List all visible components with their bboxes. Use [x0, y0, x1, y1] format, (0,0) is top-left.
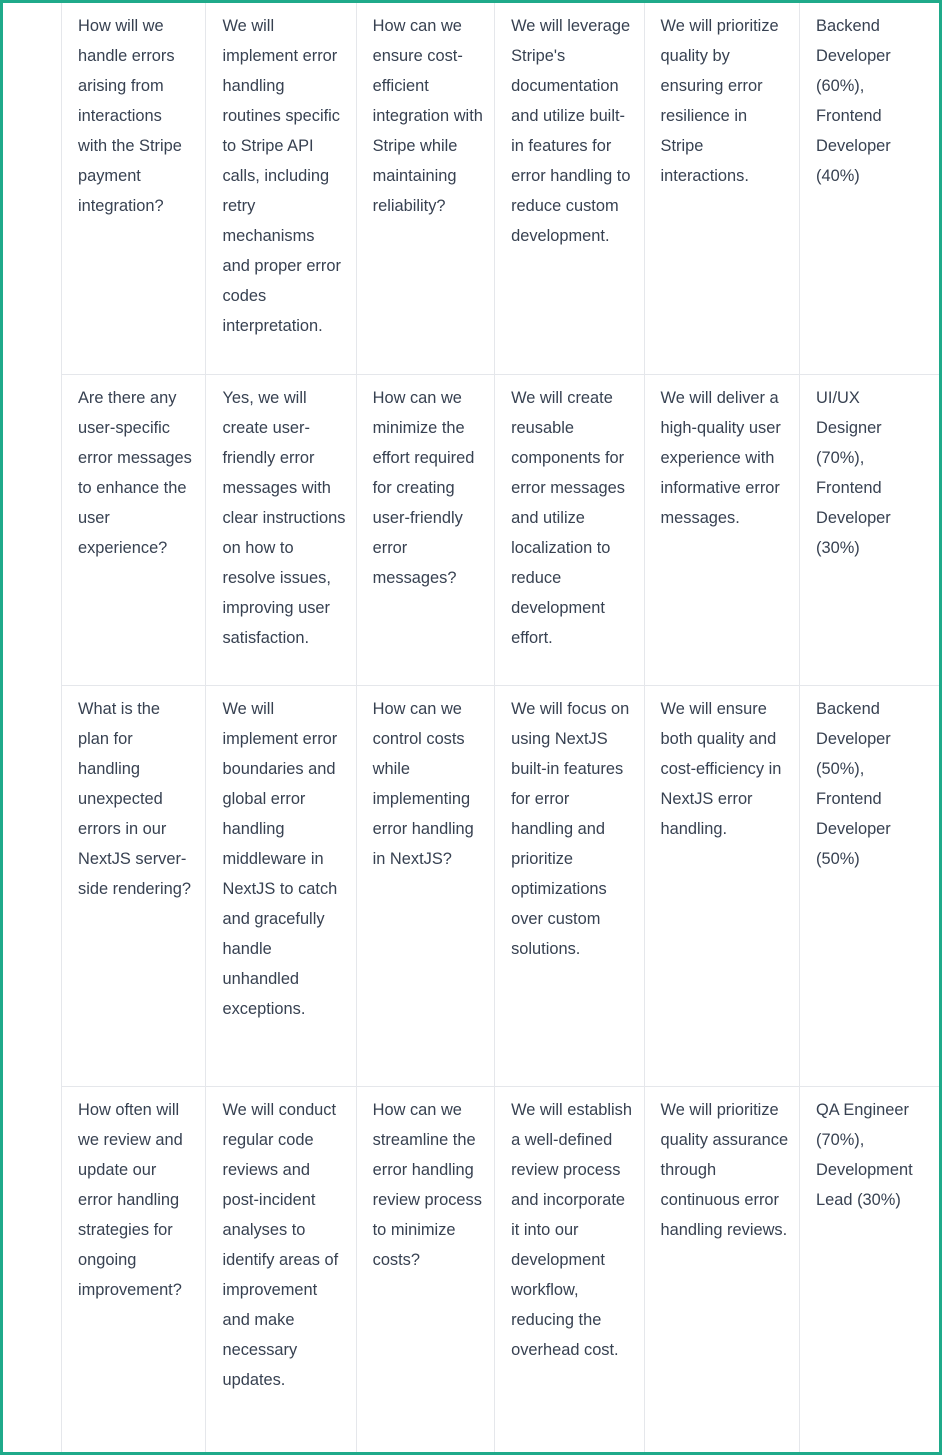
table-cell-cost-question: How can we ensure cost-efficient integration with Stripe while maintaining reliability? [356, 3, 494, 374]
table-cell-cost-question: How can we minimize the effort required for creating user-friendly error messages? [356, 374, 494, 685]
table-cell-cost-question: How can we control costs while implementing error handling in NextJS? [356, 685, 494, 1086]
table-row [62, 3, 940, 374]
table-cell-cost-answer: We will focus on using NextJS built-in features for error handling and prioritize optimizations over custom solutions. [495, 685, 644, 1086]
table-cell-answer: We will implement error boundaries and global error handling middleware in NextJS to catch and gracefully handle unhandled exceptions. [206, 685, 356, 1086]
table-row [62, 374, 940, 685]
table-cell-quality: We will prioritize quality by ensuring error resilience in Stripe interactions. [644, 3, 800, 374]
table-cell-roles: Backend Developer (60%), Frontend Developer (40%) [800, 3, 939, 374]
table-cell-answer: Yes, we will create user-friendly error messages with clear instructions on how to resolve issues, improving user satisfaction. [206, 374, 356, 685]
error-handling-table [61, 3, 939, 1455]
table-cell-question: What is the plan for handling unexpected errors in our NextJS server-side rendering? [62, 685, 206, 1086]
table-cell-cost-answer: We will leverage Stripe's documentation and utilize built-in features for error handling to reduce custom development. [495, 3, 644, 374]
table-cell-cost-answer: We will establish a well-defined review process and incorporate it into our development workflow, reducing the overhead cost. [495, 1086, 644, 1455]
table-cell-question: How often will we review and update our error handling strategies for ongoing improvement? [62, 1086, 206, 1455]
table-cell-quality: We will prioritize quality assurance through continuous error handling reviews. [644, 1086, 800, 1455]
table-row [62, 685, 940, 1086]
table-cell-cost-question: How can we streamline the error handling review process to minimize costs? [356, 1086, 494, 1455]
table-cell-roles: Backend Developer (50%), Frontend Developer (50%) [800, 685, 939, 1086]
table-cell-answer: We will implement error handling routines specific to Stripe API calls, including retry mechanisms and proper error codes interpretation. [206, 3, 356, 374]
table-cell-roles: QA Engineer (70%), Development Lead (30%) [800, 1086, 939, 1455]
table-cell-cost-answer: We will create reusable components for error messages and utilize localization to reduce development effort. [495, 374, 644, 685]
table-cell-quality: We will ensure both quality and cost-efficiency in NextJS error handling. [644, 685, 800, 1086]
table-cell-roles: UI/UX Designer (70%), Frontend Developer (30%) [800, 374, 939, 685]
table-cell-question: Are there any user-specific error messages to enhance the user experience? [62, 374, 206, 685]
table-cell-answer: We will conduct regular code reviews and post-incident analyses to identify areas of improvement and make necessary updates. [206, 1086, 356, 1455]
table-row [62, 1086, 940, 1455]
table-cell-question: How will we handle errors arising from interactions with the Stripe payment integration? [62, 3, 206, 374]
table-cell-quality: We will deliver a high-quality user experience with informative error messages. [644, 374, 800, 685]
